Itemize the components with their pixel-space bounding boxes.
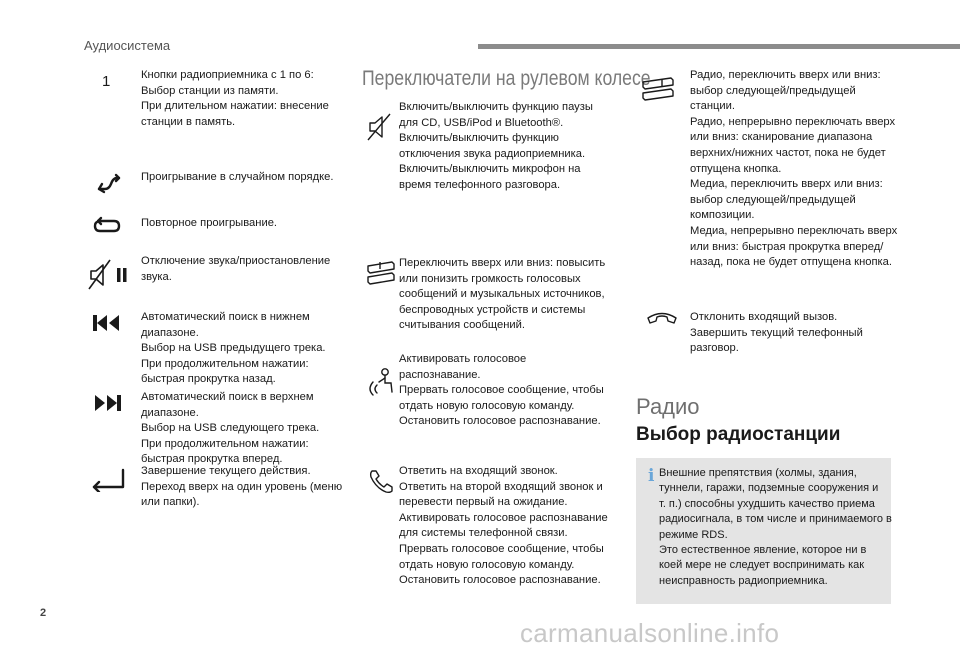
text-line: Медиа, переключить вверх или вниз: xyxy=(690,178,883,191)
text-line: Активировать голосовое xyxy=(399,353,527,365)
radio-station-selection-heading: Выбор радиостанции xyxy=(636,424,841,445)
info-note-box xyxy=(636,458,891,604)
phone-call-description xyxy=(399,464,608,589)
mute-pause-icon xyxy=(88,258,132,292)
text-line: Выбор на USB предыдущего трека. xyxy=(141,342,326,355)
text-line: или вниз: быстрая прокрутка вперед/ xyxy=(690,240,884,253)
section-title: Аудиосистема xyxy=(84,38,171,53)
text-line: звука. xyxy=(141,270,172,283)
text-line: Остановить голосовое распознавание. xyxy=(399,415,601,428)
text-line: считывания сообщений. xyxy=(399,319,526,332)
phone-call-icon xyxy=(368,468,396,494)
steering-volume-description xyxy=(399,256,605,334)
preset-buttons-description xyxy=(141,68,329,130)
text-line: При продолжительном нажатии: xyxy=(141,357,309,370)
text-line: неисправность радиоприемника. xyxy=(659,574,828,587)
text-line: выбор следующей/предыдущей xyxy=(690,193,856,206)
text-line: Проигрывание в случайном порядке. xyxy=(141,171,334,183)
steering-controls-heading: Переключатели на рулевом колесе xyxy=(362,67,651,90)
text-line: Остановить голосовое распознавание. xyxy=(399,574,601,587)
text-line: Повторное проигрывание. xyxy=(141,217,278,229)
text-line: для системы телефонной связи. xyxy=(399,527,568,540)
text-line: При длительном нажатии: внесение xyxy=(141,100,329,113)
text-line: Кнопки радиоприемника с 1 по 6: xyxy=(141,69,314,81)
text-line: режиме RDS. xyxy=(659,528,728,541)
text-line: Отклонить входящий вызов. xyxy=(690,311,838,323)
page-number: 2 xyxy=(40,607,47,619)
text-line: или вниз: сканирование диапазона xyxy=(690,131,873,144)
text-line: Это естественное явление, которое ни в xyxy=(659,544,867,557)
text-line: быстрая прокрутка вперед. xyxy=(141,453,283,466)
text-line: Внешние препятствия (холмы, здания, xyxy=(659,467,857,479)
steering-volume-icon xyxy=(366,258,396,288)
previous-track-icon xyxy=(92,314,122,332)
next-track-icon xyxy=(92,394,122,412)
info-icon: i xyxy=(648,466,655,486)
text-line: Включить/выключить функцию паузы xyxy=(399,101,593,113)
text-line: распознавание. xyxy=(399,368,481,381)
text-line: отдать новую голосовую команду. xyxy=(399,558,575,571)
repeat-icon xyxy=(92,216,122,236)
text-line: Радио, переключить вверх или вниз: xyxy=(690,69,881,81)
hang-up-icon xyxy=(646,310,678,328)
header-divider-bar xyxy=(478,44,960,49)
text-line: для CD, USB/iPod и Bluetooth®. xyxy=(399,116,564,129)
voice-recognition-icon xyxy=(368,364,398,396)
text-line: Прервать голосовое сообщение, чтобы xyxy=(399,384,604,397)
steering-seek-icon xyxy=(640,74,676,106)
steering-mute-description xyxy=(399,100,593,194)
preset-number-label: 1 xyxy=(102,73,111,90)
shuffle-icon xyxy=(96,170,122,196)
hang-up-description xyxy=(690,310,863,357)
text-line: Включить/выключить функцию xyxy=(399,132,559,145)
text-line: быстрая прокрутка назад. xyxy=(141,373,276,386)
text-line: перевести первый на ожидание. xyxy=(399,496,568,509)
steering-seek-description xyxy=(690,68,897,271)
text-line: Отключение звука/приостановление xyxy=(141,255,331,267)
text-line: При продолжительном нажатии: xyxy=(141,437,309,450)
text-line: Радио, непрерывно переключать вверх xyxy=(690,115,896,128)
watermark-text: carmanualsonline.info xyxy=(520,618,780,648)
text-line: Переход вверх на один уровень (меню xyxy=(141,480,343,493)
text-line: диапазоне. xyxy=(141,406,199,419)
text-line: Завершить текущий телефонный xyxy=(690,326,863,339)
previous-track-description xyxy=(141,310,326,388)
text-line: разговор. xyxy=(690,342,739,355)
text-line: Прервать голосовое сообщение, чтобы xyxy=(399,542,604,555)
text-line: станции в память. xyxy=(141,115,236,128)
voice-recognition-description xyxy=(399,352,604,430)
text-line: коей мере не следует воспринимать как xyxy=(659,559,865,572)
text-line: Автоматический поиск в нижнем xyxy=(141,311,310,323)
text-line: или папки). xyxy=(141,496,200,509)
text-line: станции. xyxy=(690,100,736,113)
back-description xyxy=(141,464,342,511)
text-line: Активировать голосовое распознавание xyxy=(399,511,608,524)
shuffle-description xyxy=(141,170,333,186)
text-line: выбор следующей/предыдущей xyxy=(690,84,856,97)
info-note-text xyxy=(659,466,892,589)
text-line: отдать новую голосовую команду. xyxy=(399,399,575,412)
text-line: Медиа, непрерывно переключать вверх xyxy=(690,224,898,237)
text-line: Переключить вверх или вниз: повысить xyxy=(399,257,606,269)
text-line: туннели, гаражи, подземные сооружения и xyxy=(659,482,879,495)
text-line: диапазоне. xyxy=(141,326,199,339)
text-line: Выбор на USB следующего трека. xyxy=(141,422,320,435)
text-line: композиции. xyxy=(690,209,755,222)
text-line: радиосигнала, в том числе и принимаемого в xyxy=(659,513,892,526)
text-line: беспроводных устройств и системы xyxy=(399,303,586,316)
text-line: сообщений и музыкальных источников, xyxy=(399,288,605,301)
text-line: отпущена кнопка. xyxy=(690,162,782,175)
text-line: или понизить громкость голосовых xyxy=(399,272,581,285)
text-line: Ответить на второй входящий звонок и xyxy=(399,480,603,493)
text-line: Автоматический поиск в верхнем xyxy=(141,391,314,403)
text-line: Включить/выключить микрофон на xyxy=(399,163,581,176)
text-line: Ответить на входящий звонок. xyxy=(399,465,558,477)
text-line: Выбор станции из памяти. xyxy=(141,84,279,97)
next-track-description xyxy=(141,390,319,468)
mute-description xyxy=(141,254,330,285)
radio-section-title: Радио xyxy=(636,394,700,419)
steering-mute-icon xyxy=(366,112,396,142)
repeat-description xyxy=(141,216,277,232)
text-line: Завершение текущего действия. xyxy=(141,465,311,477)
text-line: отключения звука радиоприемника. xyxy=(399,147,586,160)
back-icon xyxy=(90,468,126,492)
text-line: время телефонного разговора. xyxy=(399,178,561,191)
text-line: т. п.) способны ухудшить качество приема xyxy=(659,497,875,510)
text-line: назад, пока не будет отпущена кнопка. xyxy=(690,256,893,269)
text-line: верхних/нижних частот, пока не будет xyxy=(690,146,886,159)
